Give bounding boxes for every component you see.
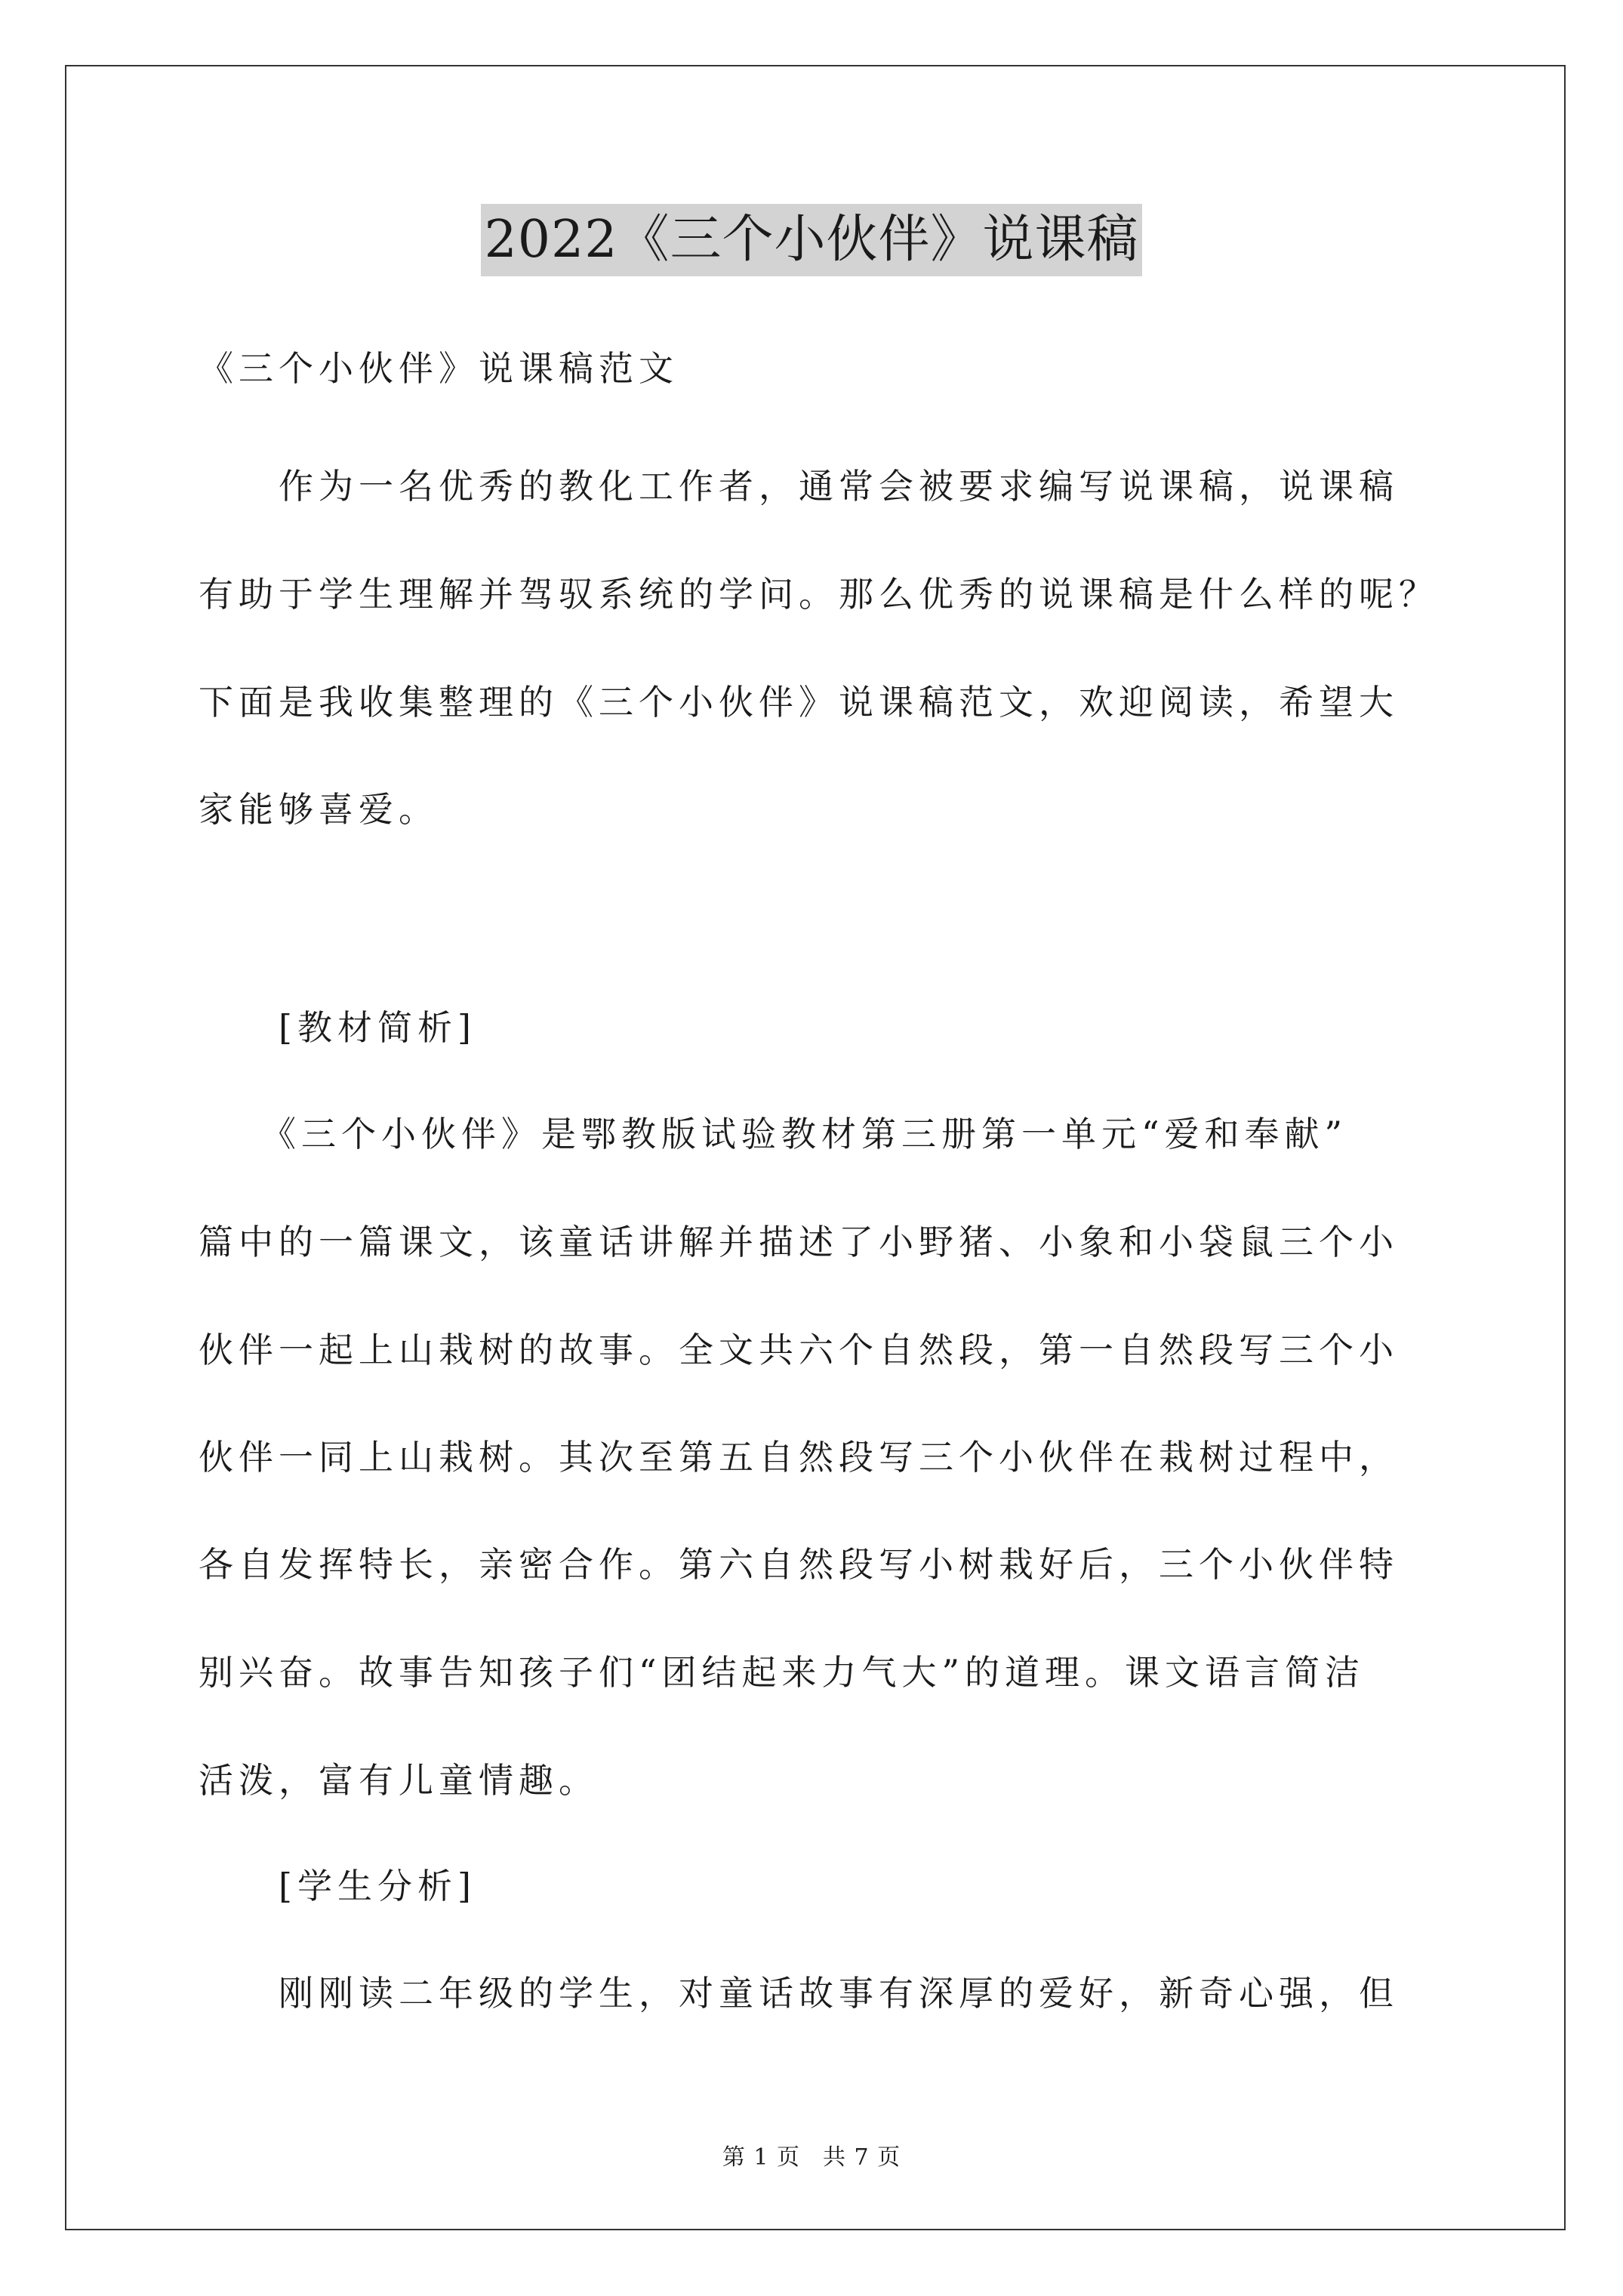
page-footer — [0, 2138, 1623, 2171]
paragraph-line: 有助于学生理解并驾驭系统的学问。那么优秀的说课稿是什么样的呢？ — [199, 574, 1439, 615]
paragraph-line: 作为一名优秀的教化工作者，通常会被要求编写说课稿，说课稿 — [199, 466, 1399, 507]
page-total: 共 7 页 — [823, 2144, 901, 2171]
paragraph-line: 下面是我收集整理的《三个小伙伴》说课稿范文，欢迎阅读，希望大 — [199, 682, 1399, 723]
section-heading: [学生分析] — [199, 1866, 476, 1906]
paragraph-line: 伙伴一同上山栽树。其次至第五自然段写三个小伙伴在栽树过程中， — [199, 1437, 1399, 1478]
paragraph-line: 《三个小伙伴》是鄂教版试验教材第三册第一单元“爱和奉献” — [199, 1114, 1348, 1154]
document-title: 2022《三个小伙伴》说课稿 — [481, 204, 1141, 276]
paragraph-line: 刚刚读二年级的学生，对童话故事有深厚的爱好，新奇心强，但 — [199, 1973, 1399, 2014]
paragraph-line: 各自发挥特长，亲密合作。第六自然段写小树栽好后，三个小伙伴特 — [199, 1544, 1399, 1585]
paragraph-line: 活泼，富有儿童情趣。 — [199, 1760, 599, 1801]
document-subtitle: 《三个小伙伴》说课稿范文 — [199, 348, 679, 389]
paragraph-line: 别兴奋。故事告知孩子们“团结起来力气大”的道理。课文语言简洁 — [199, 1652, 1366, 1693]
section-heading: [教材简析] — [199, 1007, 476, 1048]
paragraph-line: 家能够喜爱。 — [199, 789, 439, 830]
paragraph-line: 伙伴一起上山栽树的故事。全文共六个自然段，第一自然段写三个小 — [199, 1330, 1399, 1370]
page-number: 第 1 页 — [722, 2144, 800, 2171]
paragraph-line: 篇中的一篇课文，该童话讲解并描述了小野猪、小象和小袋鼠三个小 — [199, 1222, 1399, 1262]
title-container — [0, 204, 1623, 276]
